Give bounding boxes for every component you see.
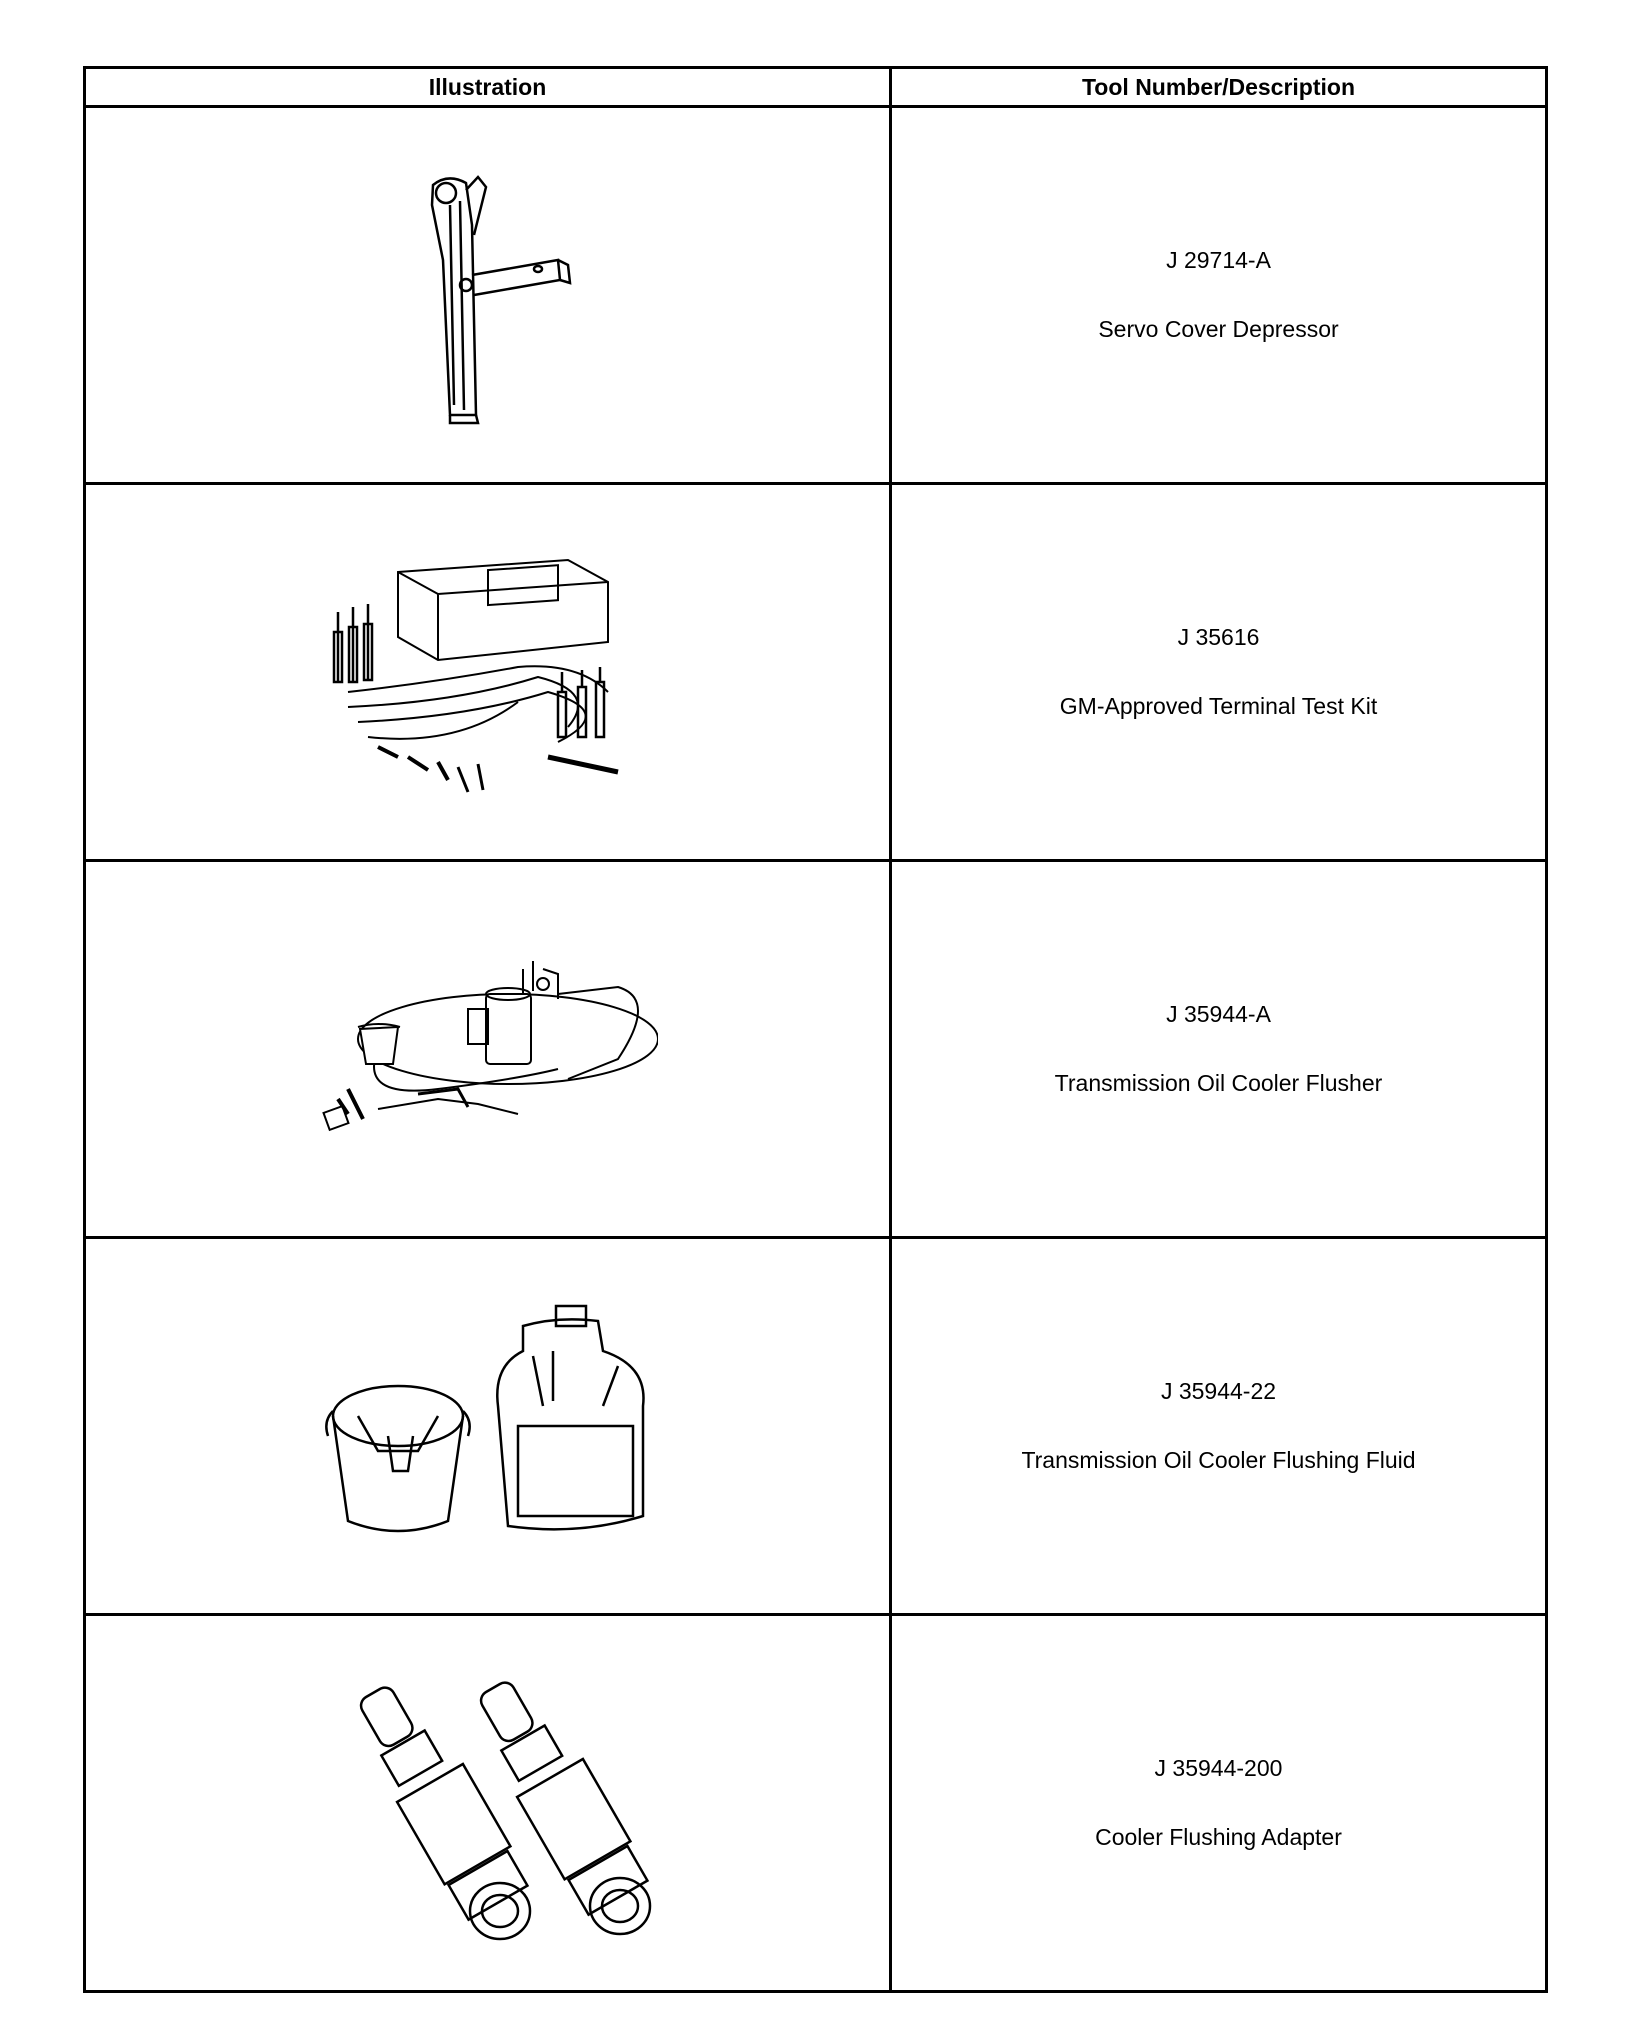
description-cell: [891, 861, 1547, 1238]
tool-description: Transmission Oil Cooler Flushing Fluid: [1021, 1447, 1416, 1473]
tool-description: Servo Cover Depressor: [1098, 316, 1339, 342]
flushing-fluid-icon: [318, 1296, 658, 1556]
illustration-cell: [85, 1615, 891, 1992]
illustration-cell: [85, 1238, 891, 1615]
tool-number: J 35944-200: [1154, 1755, 1283, 1781]
header-tool-description: Tool Number/Description: [891, 68, 1547, 107]
table-row: [85, 107, 1547, 484]
tool-description: Cooler Flushing Adapter: [1095, 1824, 1342, 1850]
table-row: [85, 1615, 1547, 1992]
tool-number: J 35944-A: [1166, 1001, 1271, 1027]
table-row: [85, 484, 1547, 861]
tool-number: J 29714-A: [1166, 247, 1271, 273]
terminal-test-kit-icon: [318, 542, 658, 802]
illustration-cell: [85, 861, 891, 1238]
description-cell: [891, 1615, 1547, 1992]
table-row: [85, 861, 1547, 1238]
oil-cooler-flusher-icon: [318, 939, 658, 1159]
servo-cover-depressor-icon: [388, 165, 588, 425]
tool-number: J 35944-22: [1160, 1378, 1277, 1404]
tool-number: J 35616: [1177, 624, 1260, 650]
description-cell: [891, 1238, 1547, 1615]
description-cell: [891, 484, 1547, 861]
tool-description: GM-Approved Terminal Test Kit: [1059, 693, 1378, 719]
flushing-adapter-icon: [318, 1663, 658, 1943]
special-tools-table: [83, 66, 1548, 1993]
header-illustration: Illustration: [85, 68, 891, 107]
header-row: [85, 68, 1547, 107]
description-cell: [891, 107, 1547, 484]
tool-description: Transmission Oil Cooler Flusher: [1054, 1070, 1383, 1096]
illustration-cell: [85, 107, 891, 484]
table-row: [85, 1238, 1547, 1615]
illustration-cell: [85, 484, 891, 861]
